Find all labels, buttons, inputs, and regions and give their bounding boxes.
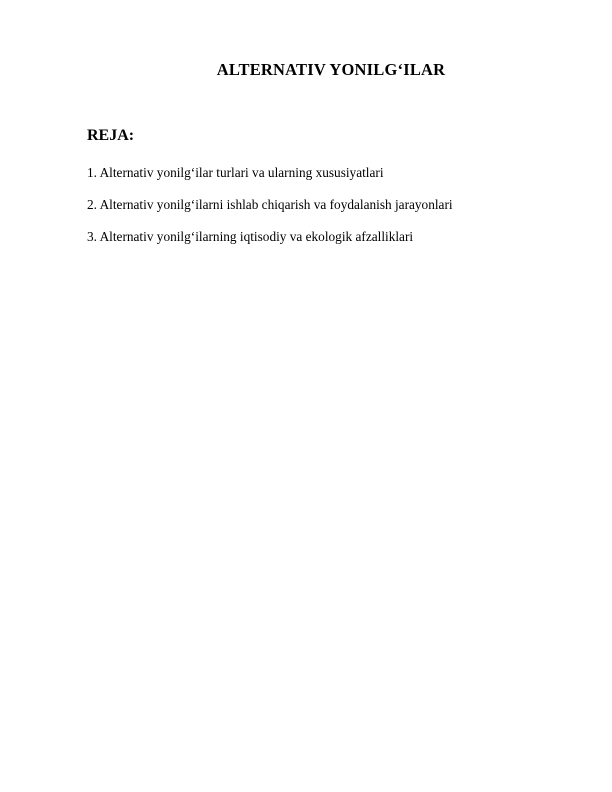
plan-item-1: 1. Alternativ yonilg‘ilar turlari va ularning xususiyatlari [87,165,384,180]
plan-item-3: 3. Alternativ yonilg‘ilarning iqtisodiy va ekologik afzalliklari [87,229,414,244]
plan-heading: REJA: [87,127,135,144]
plan-item-2: 2. Alternativ yonilg‘ilarni ishlab chiqarish va foydalanish jarayonlari [87,197,453,212]
document-title: ALTERNATIV YONILG‘ILAR [216,60,446,79]
plan-list [87,165,453,261]
